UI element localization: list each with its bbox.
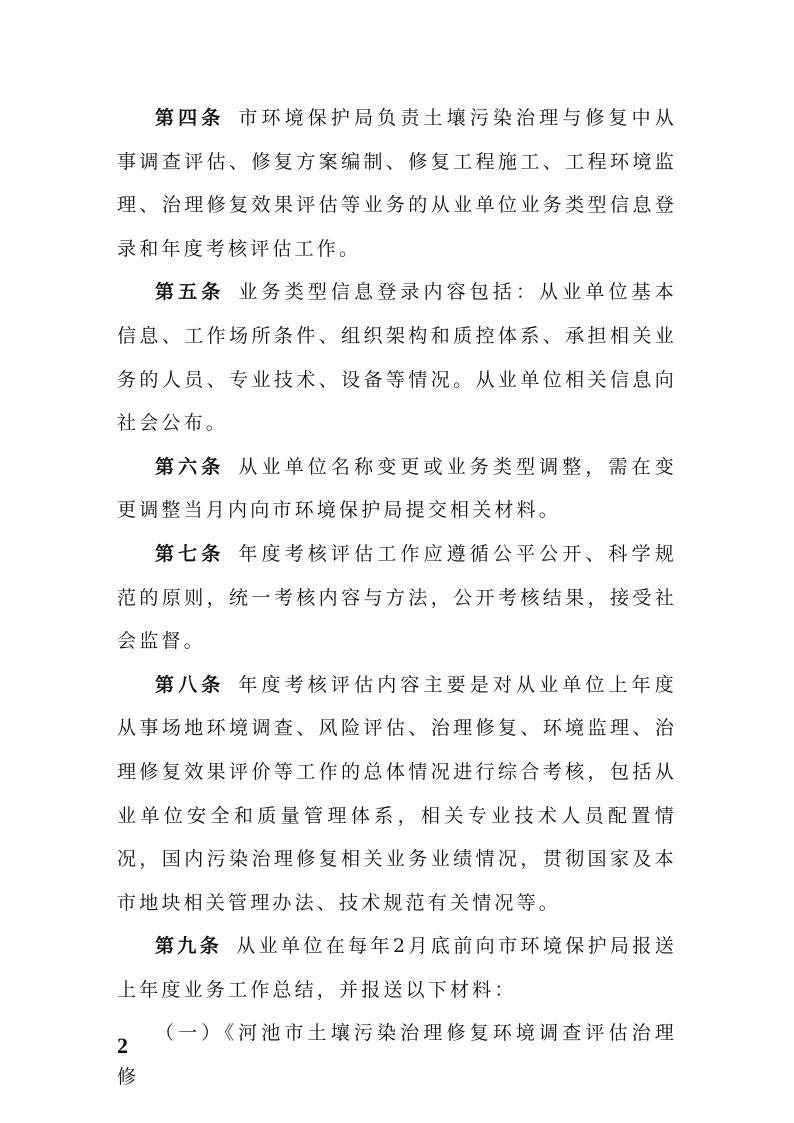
document-body	[117, 97, 677, 1100]
article-text: 从业单位在每年2月底前向市环境保护局报送上年度业务工作总结，并报送以下材料：	[117, 935, 677, 1001]
article-number: 第七条	[155, 542, 225, 565]
article-5	[117, 271, 677, 445]
article-number: 第五条	[155, 281, 225, 304]
article-8	[117, 664, 677, 926]
article-number: 第六条	[155, 455, 225, 478]
list-item-1: （一）《河池市土壤污染治理修复环境调查评估治理修	[117, 1022, 677, 1089]
article-text: 年度考核评估内容主要是对从业单位上年度从事场地环境调查、风险评估、治理修复、环境监理、治理修复效果评价等工作的总体情况进行综合考核，包括从业单位安全和质量管理体系，相关专业技术人员配置情况，国内污染治理修复相关业务业绩情况，贯彻国家及本市地块相关管理办法、技术规范有关情况等。	[117, 673, 677, 914]
article-number: 第四条	[155, 107, 225, 129]
article-text: 从业单位名称变更或业务类型调整，需在变更调整当月内向市环境保护局提交相关材料。	[117, 455, 677, 522]
article-9	[117, 925, 677, 1012]
article-number: 第九条	[155, 935, 223, 958]
article-7	[117, 533, 677, 664]
article-4	[117, 97, 677, 271]
article-text: 市环境保护局负责土壤污染治理与修复中从事调查评估、修复方案编制、修复工程施工、工程环境监理、治理修复效果评估等业务的从业单位业务类型信息登录和年度考核评估工作。	[117, 107, 677, 260]
article-text: 年度考核评估工作应遵循公平公开、科学规范的原则，统一考核内容与方法，公开考核结果，接受社会监督。	[117, 542, 677, 653]
article-6	[117, 446, 677, 533]
article-text: 业务类型信息登录内容包括：从业单位基本信息、工作场所条件、组织架构和质控体系、承担相关业务的人员、专业技术、设备等情况。从业单位相关信息向社会公布。	[117, 281, 677, 435]
article-number: 第八条	[155, 673, 225, 696]
page-number: 2	[117, 1033, 128, 1058]
